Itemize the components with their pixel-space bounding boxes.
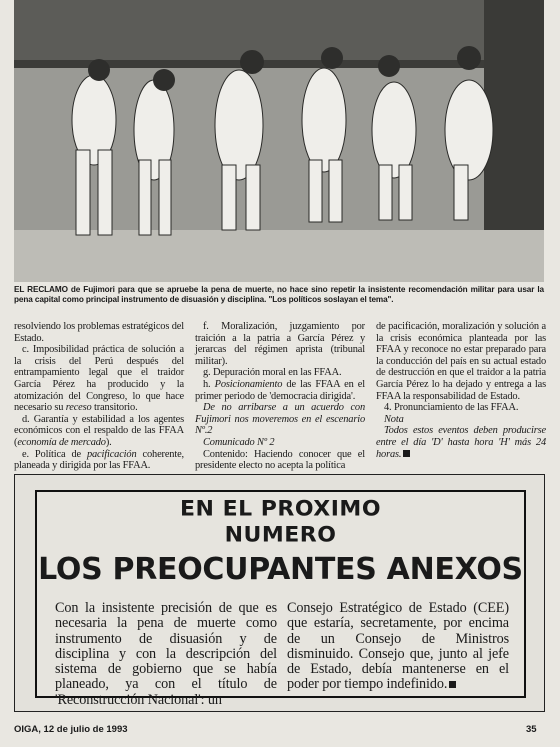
column-1 [14,321,184,472]
end-mark-icon [449,681,456,688]
photo-icon [14,0,544,282]
blurb-left: Con la insistente precisión de que es necesaria la pena de muerte como instrumento de disuasión y de disciplina y con la descripción del sistema de gobierno que se había planeado, ya con el título de 'Reconstrucción Nacional': un [55,600,277,708]
blurb-right: Consejo Estratégico de Estado (CEE) que estaría, secretamente, por encima de un Consejo de Ministros disminuido. Consejo que, junto al jefe de Estado, debía mantenerse en el poder por tiempo indefinido. [287,600,509,693]
paragraph: resolviendo los problemas estratégicos del Estado. [14,321,184,344]
paragraph: d. Garantía y estabilidad a los agentes económicos con el respaldo de las FFAA (economía de mercado). [14,413,184,448]
page-number: 35 [526,724,537,735]
paragraph: h. Posicionamiento de las FFAA en el primer periodo de 'democracia dirigida'. [195,378,365,402]
paragraph: 4. Pronunciamiento de las FFAA. [384,402,519,414]
column-2 [195,321,365,472]
paragraph: e. Política de pacificación coherente, planeada y dirigida por las FFAA. [14,448,184,472]
column-3 [376,321,546,469]
next-issue-kicker: EN EL PROXIMO [179,497,382,522]
news-photo [14,0,544,282]
paragraph: g. Depuración moral en las FFAA. [203,367,342,379]
paragraph: de pacificación, moralización y solución a la crisis económica planteada por las FFAA y reconoce no estar preparado para la conducción del país en su actual estado de destrucción en que el traidor a la patria García Pérez lo ha dejado y entrega a las FFAA la responsabilidad de Estado. [376,321,546,402]
caption-text: de Fujimori para que se apruebe la pena de muerte, no hace sino repetir la insistente recomendación militar para usar la pena capital como principal instrumento de disuasión y disciplina. "Los políticos soslayan el tema". [14,285,544,304]
paragraph: Todos estos eventos deben producirse entre el día 'D' hasta hora 'H' más 24 horas. [376,425,546,460]
next-issue-blurb [55,601,509,708]
paragraph: De no arribarse a un acuerdo con Fujimori nos moveremos en el escenario Nº.2 [195,402,365,437]
paragraph: Nota [384,413,404,425]
article-columns [14,321,546,472]
next-issue-inner [35,490,526,708]
caption-lead: EL RECLAMO [14,285,68,294]
paragraph: Comunicado Nº 2 [203,436,275,448]
next-issue-box [14,474,545,712]
next-issue-kicker-2: NUMERO [224,523,337,548]
paragraph: Contenido: Haciendo conocer que el presidente electo no acepta la política [195,448,365,472]
paragraph: c. Imposibilidad práctica de solución a la crisis del Perú después del entrampamiento legal que el traidor García Pérez ha producido y la atomización del Congreso, lo que hace necesario su receso transitorio. [14,344,184,414]
publication-line: OIGA, 12 de julio de 1993 [14,724,128,735]
next-issue-headline: LOS PREOCUPANTES ANEXOS [38,552,523,587]
paragraph: f. Moralización, juzgamiento por traición a la patria a García Pérez y jerarcas del régimen aprista (tribunal militar). [195,321,365,367]
photo-caption [14,285,544,305]
end-mark-icon [403,450,410,457]
